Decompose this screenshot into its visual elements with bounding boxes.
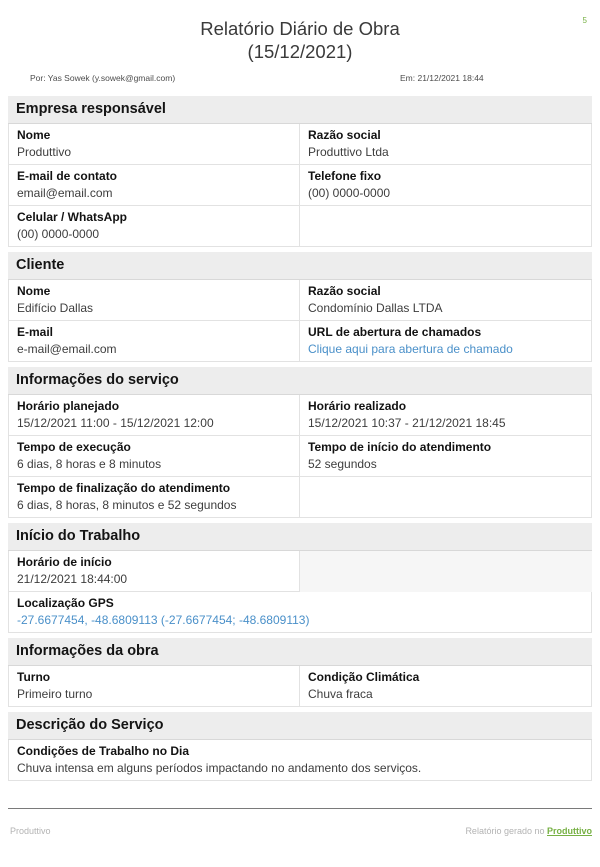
section-table-empresa-responsavel <box>8 124 592 247</box>
field-label: Tempo de início do atendimento <box>308 440 492 454</box>
field-label: Localização GPS <box>17 596 114 610</box>
field-label: Nome <box>17 128 51 142</box>
author-line: Por: Yas Sowek (y.sowek@gmail.com) <box>30 73 176 83</box>
table-row <box>8 321 592 362</box>
gps-cell <box>8 592 592 633</box>
table-row <box>8 206 592 247</box>
field-label: Razão social <box>308 128 381 142</box>
field-value: 52 segundos <box>308 456 377 471</box>
table-row <box>8 740 592 781</box>
field-value: 15/12/2021 10:37 - 21/12/2021 18:45 <box>308 415 506 430</box>
weather-condition-cell <box>300 666 592 707</box>
field-value: e-mail@email.com <box>17 341 117 356</box>
table-row <box>8 666 592 707</box>
section-header-descricao-servico: Descrição do Serviço <box>8 712 592 740</box>
planned-time-cell <box>8 395 300 436</box>
section-header-informacoes-obra: Informações da obra <box>8 638 592 666</box>
company-phone-cell <box>300 165 592 206</box>
field-value: Produttivo <box>17 144 72 159</box>
footer-generated <box>465 826 592 836</box>
section-table-informacoes-servico <box>8 395 592 518</box>
page-number: 5 <box>582 16 587 25</box>
field-value: 6 dias, 8 horas, 8 minutos e 52 segundos <box>17 497 237 512</box>
field-label: Condição Climática <box>308 670 420 684</box>
section-descricao-servico <box>8 712 592 781</box>
field-value: Chuva intensa em alguns períodos impactando no andamento dos serviços. <box>17 760 422 775</box>
empty-cell <box>300 206 592 247</box>
company-razao-social-cell <box>300 124 592 165</box>
client-email-cell <box>8 321 300 362</box>
realized-time-cell <box>300 395 592 436</box>
client-name-cell <box>8 280 300 321</box>
section-table-descricao-servico <box>8 740 592 781</box>
field-label: Celular / WhatsApp <box>17 210 128 224</box>
footer-divider <box>8 808 592 809</box>
generated-at-line: Em: 21/12/2021 18:44 <box>400 73 484 83</box>
section-informacoes-obra <box>8 638 592 707</box>
footer-generated-text: Relatório gerado no <box>465 826 547 836</box>
work-start-time-cell <box>8 551 300 592</box>
field-label: URL de abertura de chamados <box>308 325 482 339</box>
shift-cell <box>8 666 300 707</box>
section-table-informacoes-obra <box>8 666 592 707</box>
table-row <box>8 551 592 592</box>
field-value: 6 dias, 8 horas e 8 minutos <box>17 456 162 471</box>
field-value: (00) 0000-0000 <box>17 226 100 241</box>
work-conditions-cell <box>8 740 592 781</box>
field-label: Tempo de finalização do atendimento <box>17 481 231 495</box>
field-label: Razão social <box>308 284 381 298</box>
section-header-cliente: Cliente <box>8 252 592 280</box>
field-label: Telefone fixo <box>308 169 382 183</box>
field-value: Produttivo Ltda <box>308 144 389 159</box>
field-value: 15/12/2021 11:00 - 15/12/2021 12:00 <box>17 415 214 430</box>
field-label: Turno <box>17 670 51 684</box>
table-row <box>8 477 592 518</box>
section-header-empresa-responsavel: Empresa responsável <box>8 96 592 124</box>
section-table-cliente <box>8 280 592 362</box>
section-table-inicio-trabalho <box>8 551 592 633</box>
table-row <box>8 436 592 477</box>
table-row <box>8 165 592 206</box>
report-meta <box>0 73 600 86</box>
chamado-cell <box>300 321 592 362</box>
empty-cell <box>300 477 592 518</box>
empty-filler <box>300 551 592 592</box>
table-row <box>8 124 592 165</box>
field-label: E-mail de contato <box>17 169 118 183</box>
company-name-cell <box>8 124 300 165</box>
execution-time-cell <box>8 436 300 477</box>
service-end-time-cell <box>8 477 300 518</box>
section-informacoes-servico <box>8 367 592 518</box>
field-label: Horário realizado <box>308 399 407 413</box>
field-label: Horário de início <box>17 555 112 569</box>
field-value: Condomínio Dallas LTDA <box>308 300 443 315</box>
gps-link[interactable]: -27.6677454, -48.6809113 (-27.6677454; -48.6809113) <box>17 612 310 627</box>
section-empresa-responsavel <box>8 96 592 247</box>
field-label: Nome <box>17 284 51 298</box>
company-email-cell <box>8 165 300 206</box>
field-label: Tempo de execução <box>17 440 131 454</box>
report-sections <box>8 96 592 781</box>
table-row <box>8 395 592 436</box>
footer-brand: Produttivo <box>10 826 51 836</box>
field-value: Edifício Dallas <box>17 300 94 315</box>
company-whatsapp-cell <box>8 206 300 247</box>
field-label: Horário planejado <box>17 399 120 413</box>
table-row <box>8 280 592 321</box>
field-label: E-mail <box>17 325 54 339</box>
produttivo-link[interactable]: Produttivo <box>547 826 592 836</box>
field-label: Condições de Trabalho no Dia <box>17 744 190 758</box>
report-title-line2: (15/12/2021) <box>247 41 353 62</box>
field-value: Chuva fraca <box>308 686 373 701</box>
chamado-link[interactable]: Clique aqui para abertura de chamado <box>308 341 513 356</box>
field-value: email@email.com <box>17 185 113 200</box>
service-start-time-cell <box>300 436 592 477</box>
field-value: 21/12/2021 18:44:00 <box>17 571 128 586</box>
section-header-informacoes-servico: Informações do serviço <box>8 367 592 395</box>
section-inicio-trabalho <box>8 523 592 633</box>
table-row <box>8 592 592 633</box>
section-cliente <box>8 252 592 362</box>
field-value: Primeiro turno <box>17 686 93 701</box>
field-value: (00) 0000-0000 <box>308 185 391 200</box>
report-title <box>0 0 600 63</box>
client-razao-social-cell <box>300 280 592 321</box>
section-header-inicio-trabalho: Início do Trabalho <box>8 523 592 551</box>
report-title-line1: Relatório Diário de Obra <box>200 18 400 39</box>
